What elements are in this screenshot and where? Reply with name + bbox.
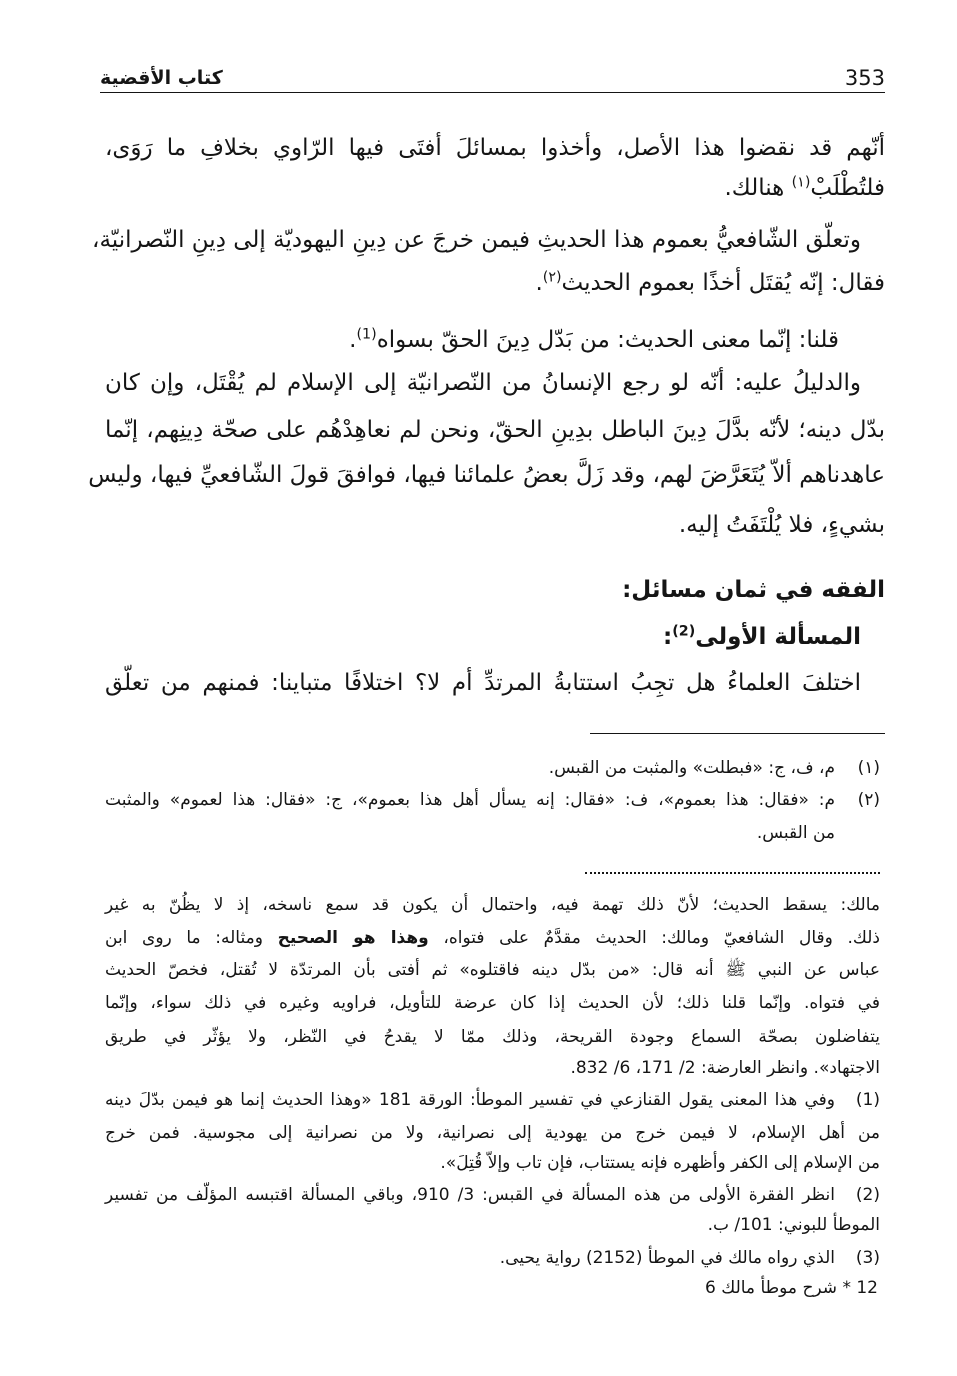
section-subheading (105, 617, 885, 657)
main-line (105, 168, 885, 208)
footnote (105, 785, 880, 815)
line-text: قلنا: إنّما معنى الحديث: من بَدّل دِينَ الحقّ بسواه (376, 327, 839, 353)
footnote-number: (1) (855, 1090, 880, 1110)
note-text-bold: وهذا هو الصحيح (277, 928, 429, 948)
main-line: وتعلّق الشّافعيُّ بعموم هذا الحديثِ فيمن خرجَ عن دِينِ اليهوديّة إلى دِينِ النّصرانيّة، (92, 227, 861, 253)
main-line (105, 263, 885, 303)
editor-note-line: عباس عن النبي ﷺ أنه قال: «من بدّل دينه فاقتلوه» ثم أفتى بأن المرتدّة لا تُقتل، فخصّ الحديث (105, 960, 880, 980)
footnote-ref: (١) (791, 174, 811, 191)
printer-signature: 12 * شرح موطأ مالك 6 (705, 1278, 878, 1298)
editor-note-line: مالك: يسقط الحديث؛ لأنّ ذلك تهمة فيه، واحتمال أن يكون قد سمع ناسخه، إذ لا يظُنّ به غير (105, 895, 880, 915)
editor-note-line: يتفاضلون بصحّة السماع وجودة القريحة، وذلك ممّا لا يقدحُ في النّظر، ولا يؤثّر في طريق (105, 1027, 880, 1047)
footnote-ref: (٢) (542, 269, 562, 286)
line-text: هنالك. (724, 175, 792, 201)
main-line: اختلفَ العلماءُ هل تجِبُ استتابةُ المرتدِّ أم لا؟ اختلافًا متباينا: فمنهم من تعلّق (105, 670, 861, 696)
footnote-text: م: «فقال: هذا بعموم»، ف: «فقال: إنه يسأل أهل هذا بعموم»، ج: «فقال: هذا لعموم» والمثبت (105, 790, 835, 810)
line-text: فقال: إنّه يُقتَل أخذًا بعموم الحديث (561, 270, 885, 296)
subheading-text: : (663, 624, 673, 650)
editor-note-continuation: الموطأ للبوني: 101/ ب. (707, 1215, 880, 1235)
footnote (105, 753, 880, 783)
dotted-separator (585, 872, 880, 874)
line-text: . (535, 270, 543, 296)
main-line: عاهدناهم ألاّ يُتَعَرَّضَ لهم، وقد زَلَّ بعضُ علمائنا فيها، فوافقَ قولَ الشّافعيِّ فيها، وليس (88, 462, 885, 488)
footnote-number: (3) (855, 1248, 880, 1268)
editor-note-line: في فتواه. وإنّما قلنا ذلك؛ لأن الحديث إذا كان عرضة للتأويل، فراويه وغيره في ذلك سواء، وإنّما (105, 993, 880, 1013)
footnote-text: وفي هذا المعنى يقول القنازعي في تفسير الموطأ: الورقة 181 «وهذا الحديث إنما هو فيمن بدّلَ دينه (105, 1090, 836, 1110)
editor-note-line: الاجتهاد». وانظر العارضة: 2/ 171، 6/ 832. (570, 1058, 880, 1078)
main-line (105, 320, 885, 360)
footnote-number: (٢) (857, 790, 880, 810)
editor-note-continuation: من الإسلام إلى الكفر وأظهره فإنه يستتاب، فإن تاب وإلاّ قُتِلَ». (440, 1153, 880, 1173)
footnote-ref: (2) (672, 623, 696, 640)
page-number: 353 (844, 66, 885, 90)
footnote-text: الذي رواه مالك في الموطأ (2152) رواية يحيى. (499, 1248, 835, 1268)
editor-note (105, 1243, 880, 1273)
footnote-number: (2) (855, 1185, 880, 1205)
line-text: فلتُطْلَبْ (810, 175, 885, 201)
section-heading: الفقه في ثمان مسائل: (622, 577, 885, 603)
running-title: كتاب الأقضية (100, 67, 223, 89)
main-line: أنّهم قد نقضوا هذا الأصل، وأخذوا بمسائلَ أفتَى فيها الرّاوي بخلافِ ما رَوَى، (105, 135, 885, 161)
editor-note-line (105, 923, 880, 953)
note-text: ذلك. وقال الشافعيّ ومالك: الحديث مقدَّمٌ على فتواه، (428, 928, 880, 948)
footnote-text: م، ف، ج: «فبطلت» والمثبت من القبس. (548, 758, 835, 778)
subheading-text: المسألة الأولى (695, 624, 861, 650)
footnote-number: (١) (857, 758, 880, 778)
editor-note (105, 1180, 880, 1210)
main-line: بشيءٍ، فلا يُلْتَفَتُ إليه. (678, 512, 885, 538)
line-text: . (349, 327, 357, 353)
footnote-rule (590, 733, 885, 734)
footnote-ref: (1) (356, 326, 377, 343)
footnote-text: انظر الفقرة الأولى من هذه المسألة في القبس: 3/ 910، وباقي المسألة اقتبسه المؤلّف من تفسير (105, 1185, 835, 1205)
editor-note (105, 1085, 880, 1115)
main-line: بدّل دينه؛ لأنّه بدَّلَ دِينَ الباطل بدِينِ الحقّ، ونحن لم نعاهِدْهُم على صحّة دِينِهم، إنّما (105, 417, 885, 443)
footnote-continuation: من القبس. (756, 823, 835, 843)
main-line: والدليلُ عليه: أنّه لو رجع الإنسانُ من النّصرانيّة إلى الإسلام لم يُقْتَل، وإن كان (105, 370, 861, 396)
header-rule (100, 92, 885, 93)
note-text: ومثاله: ما روى ابن (105, 928, 278, 948)
editor-note-continuation: من أهل الإسلام، لا فيمن خرج من يهودية إلى نصرانية، ولا من نصرانية إلى مجوسية. فمن خرج (105, 1123, 880, 1143)
